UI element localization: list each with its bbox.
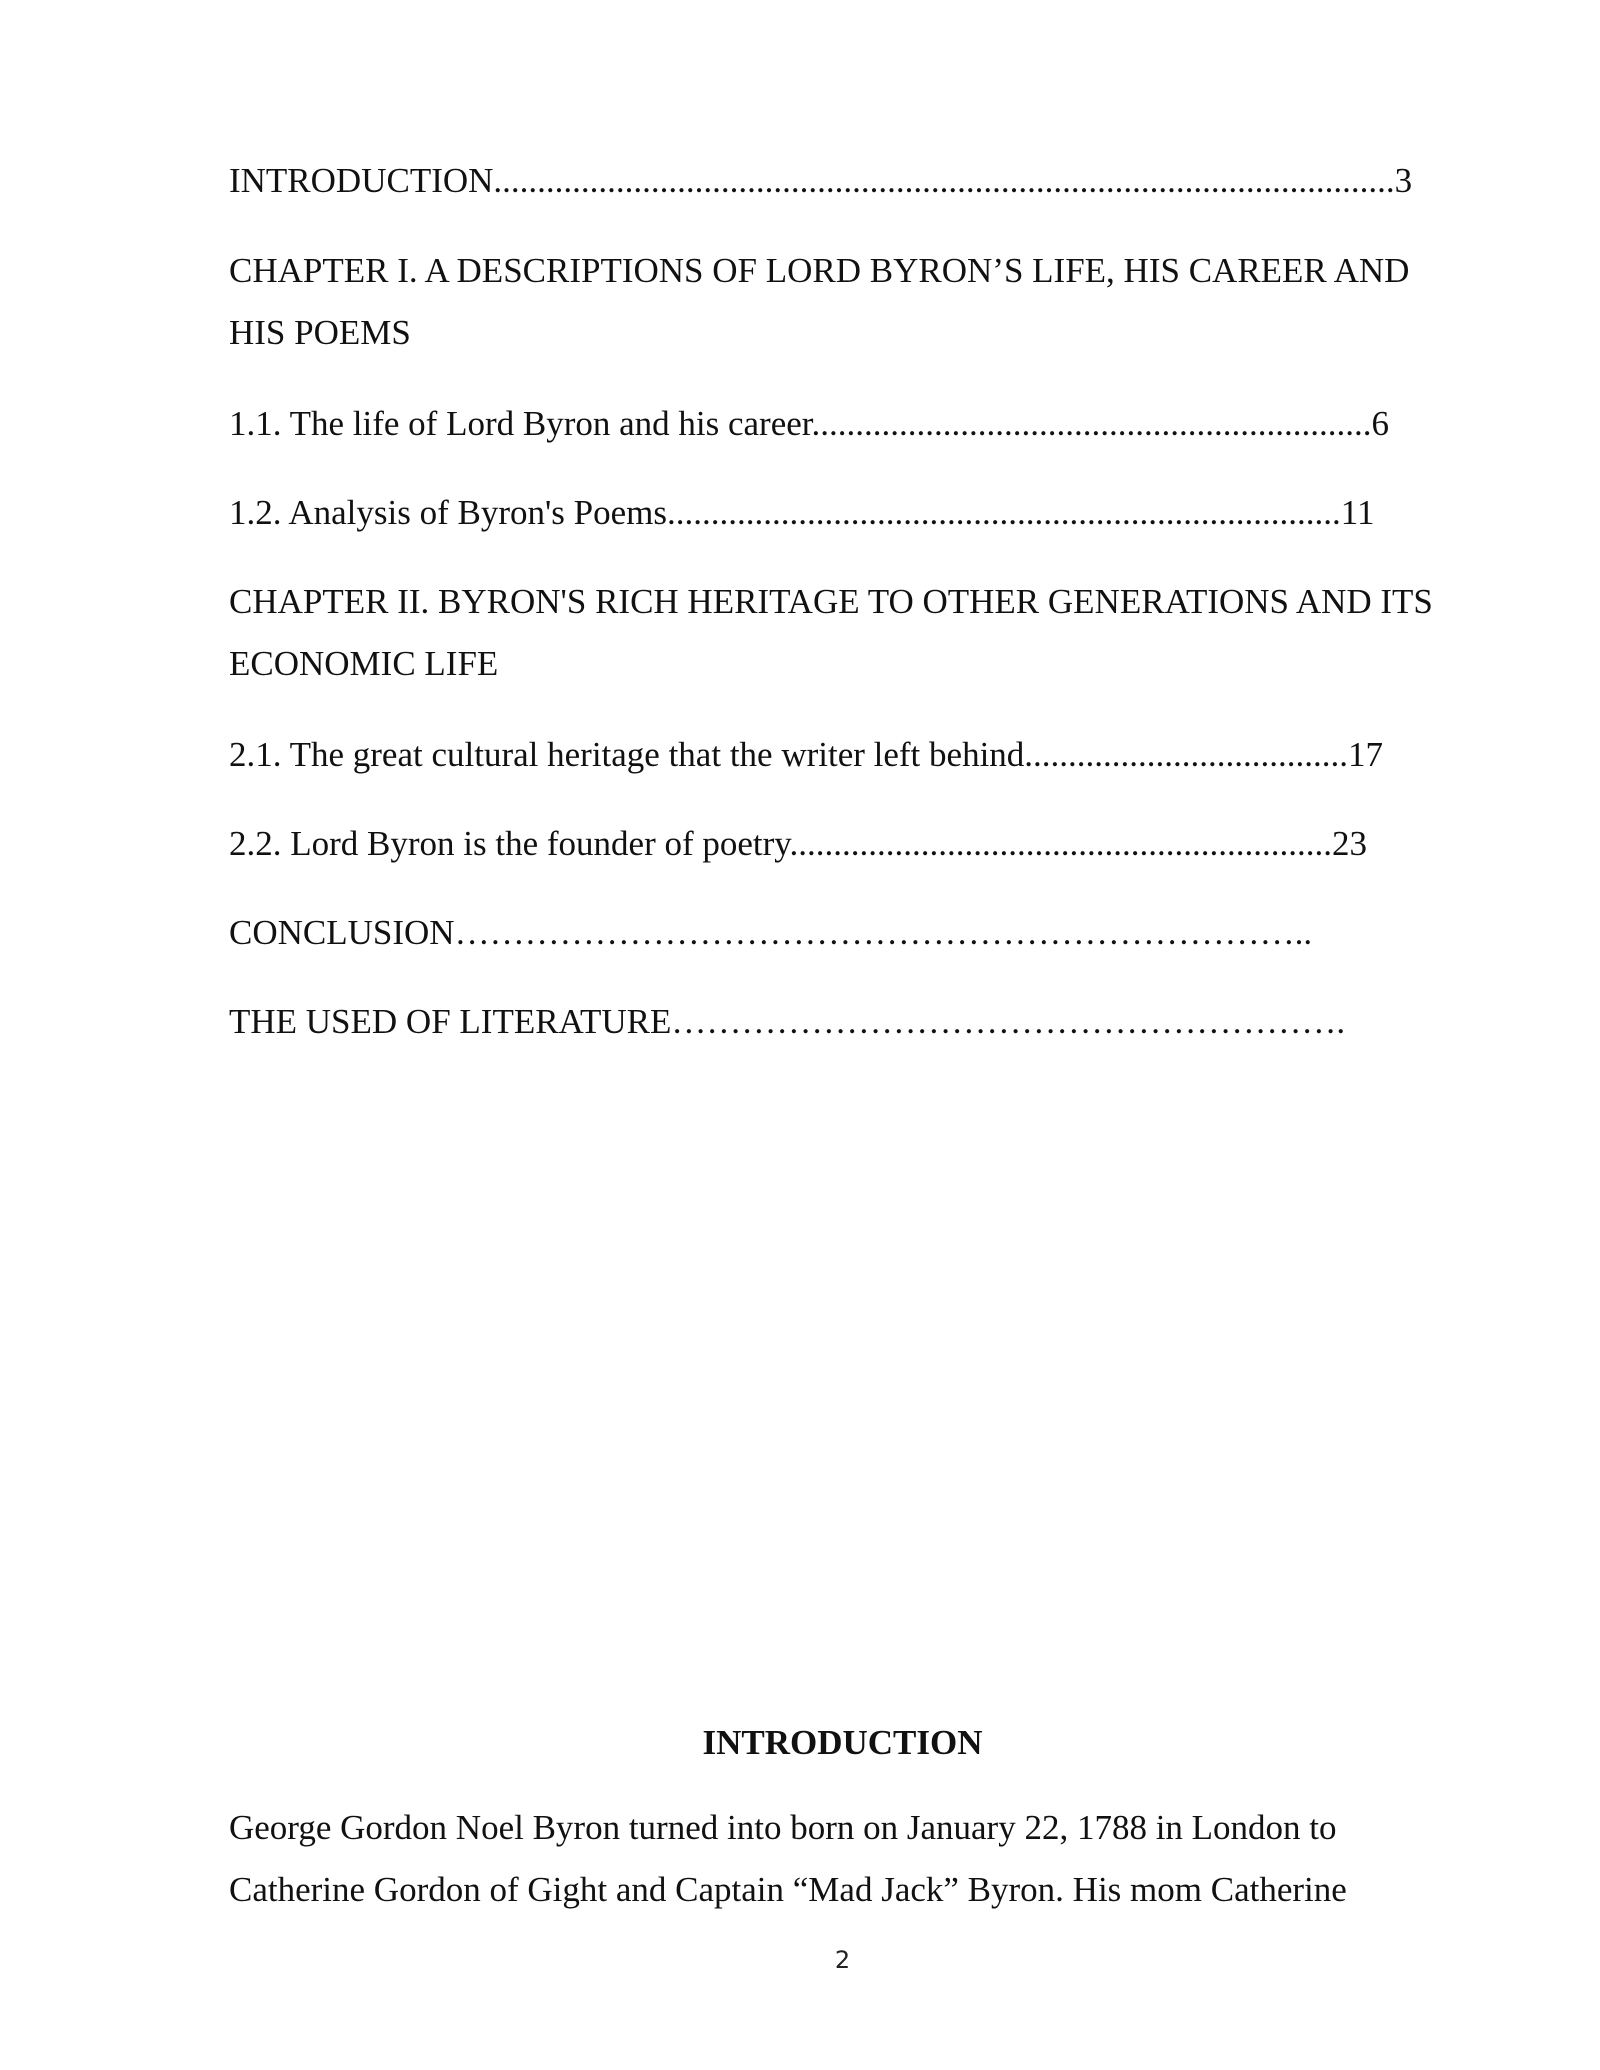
introduction-heading: INTRODUCTION: [702, 1723, 983, 1762]
toc-entry-conclusion: CONCLUSION………………………………………………………………..: [229, 913, 1313, 952]
toc-entry-section-2-1: 2.1. The great cultural heritage that the writer left behind.....................................17: [229, 735, 1384, 774]
toc-entry-section-1-2: 1.2. Analysis of Byron's Poems.............................................................................11: [229, 493, 1375, 532]
toc-entry-chapter-2: CHAPTER II. BYRON'S RICH HERITAGE TO OTHER GENERATIONS AND ITS ECONOMIC LIFE: [229, 582, 1433, 683]
toc-entry-section-2-2: 2.2. Lord Byron is the founder of poetry..............................................................23: [229, 824, 1368, 863]
toc-entry-literature: THE USED OF LITERATURE………………………………………………….: [229, 1002, 1346, 1041]
toc-entry-section-1-1: 1.1. The life of Lord Byron and his career................................................................6: [229, 404, 1390, 443]
page-number: 2: [834, 1946, 851, 1974]
toc-entry-introduction: INTRODUCTION.......................................................................................................3: [229, 161, 1413, 200]
toc-entry-chapter-1: CHAPTER I. A DESCRIPTIONS OF LORD BYRON’S LIFE, HIS CAREER AND HIS POEMS: [229, 251, 1410, 352]
introduction-paragraph-line-1: George Gordon Noel Byron turned into born on January 22, 1788 in London to: [229, 1808, 1337, 1847]
introduction-paragraph-line-2: Catherine Gordon of Gight and Captain “Mad Jack” Byron. His mom Catherine: [229, 1870, 1347, 1909]
